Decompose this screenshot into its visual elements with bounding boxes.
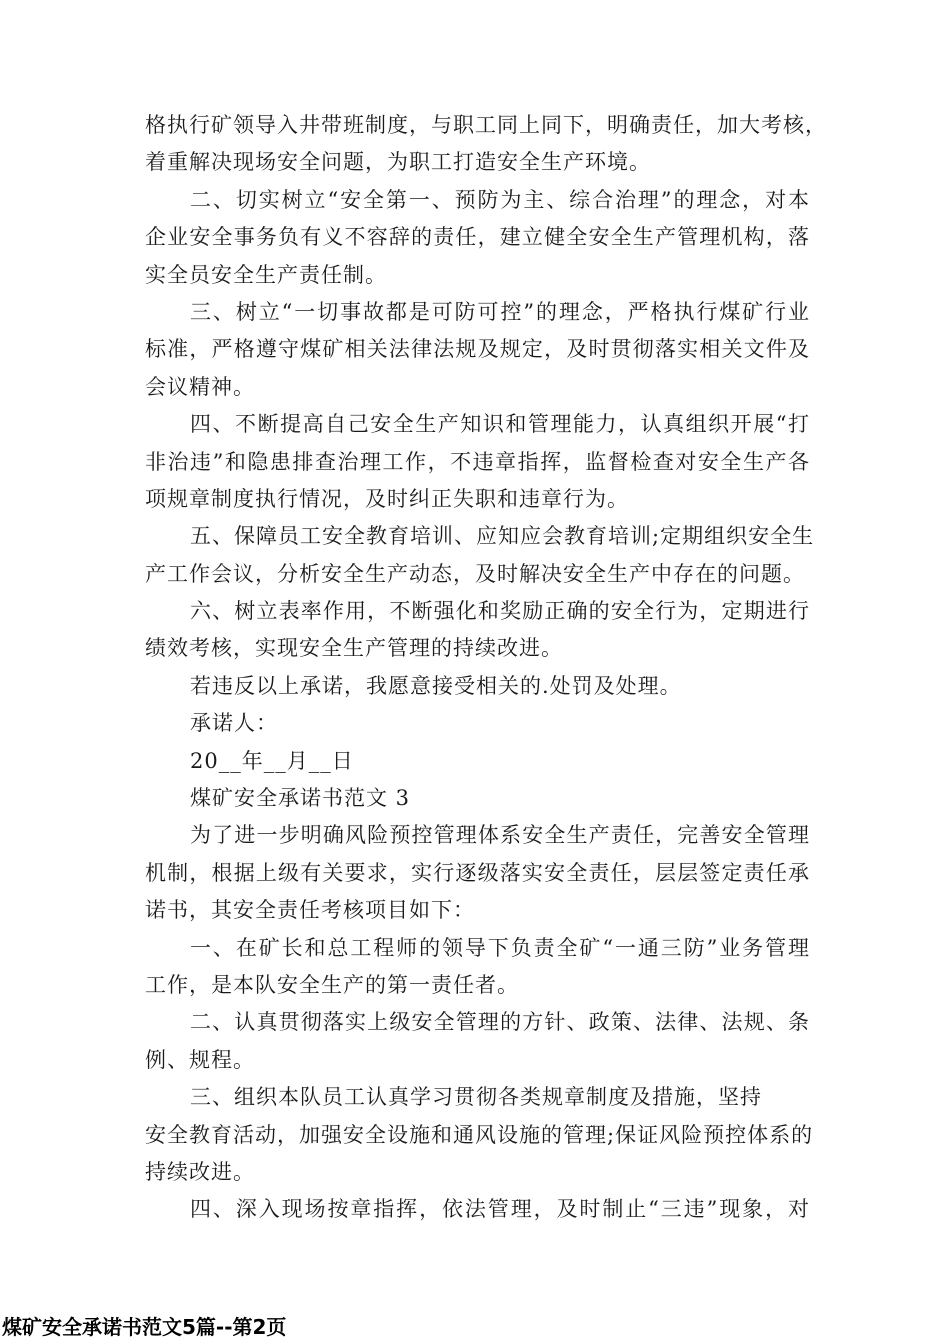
text-line: 为了进一步明确风险预控管理体系安全生产责任，完善安全管理: [190, 823, 810, 848]
text-line: 二、认真贯彻落实上级安全管理的方针、政策、法律、法规、条: [190, 1010, 810, 1035]
section-heading: 煤矿安全承诺书范文 3: [190, 786, 411, 811]
text-line: 三、组织本队员工认真学习贯彻各类规章制度及措施，坚持: [190, 1085, 762, 1110]
text-line: 诺书，其安全责任考核项目如下：: [145, 898, 475, 923]
text-line: 六、树立表率作用，不断强化和奖励正确的安全行为，定期进行: [190, 599, 810, 624]
text-line: 若违反以上承诺，我愿意接受相关的.处罚及处理。: [190, 673, 682, 698]
document-body: [145, 107, 827, 1229]
text-line: 持续改进。: [145, 1159, 255, 1184]
page-footer: 煤矿安全承诺书范文5篇--第2页: [2, 1315, 287, 1339]
date-line: 20__年__月__日: [190, 748, 354, 773]
text-line: 四、深入现场按章指挥，依法管理，及时制止“三违”现象，对: [190, 1197, 810, 1222]
text-line: 五、保障员工安全教育培训、应知应会教育培训;定期组织安全生: [190, 524, 815, 549]
text-line: 绩效考核，实现安全生产管理的持续改进。: [145, 636, 563, 661]
text-line: 标准，严格遵守煤矿相关法律法规及规定，及时贯彻落实相关文件及: [145, 337, 810, 362]
text-line: 格执行矿领导入井带班制度，与职工同上同下，明确责任，加大考核，: [145, 113, 827, 137]
signer-label: 承诺人：: [190, 711, 278, 736]
text-line: 四、不断提高自己安全生产知识和管理能力，认真组织开展“打: [190, 412, 810, 437]
text-line: 三、树立“一切事故都是可防可控”的理念，严格执行煤矿行业: [190, 299, 810, 324]
text-line: 企业安全事务负有义不容辞的责任，建立健全安全生产管理机构，落: [145, 225, 810, 250]
text-line: 非治违”和隐患排查治理工作，不违章指挥，监督检查对安全生产各: [145, 449, 810, 474]
text-line: 会议精神。: [145, 374, 255, 399]
text-line: 例、规程。: [145, 1047, 255, 1072]
text-line: 产工作会议，分析安全生产动态，及时解决安全生产中存在的问题。: [145, 561, 805, 586]
text-line: 工作，是本队安全生产的第一责任者。: [145, 972, 519, 997]
text-line: 项规章制度执行情况，及时纠正失职和违章行为。: [145, 486, 629, 511]
text-line: 二、切实树立“安全第一、预防为主、综合治理”的理念，对本: [190, 187, 810, 212]
text-line: 安全教育活动，加强安全设施和通风设施的管理;保证风险预控体系的: [145, 1122, 814, 1147]
text-line: 一、在矿长和总工程师的领导下负责全矿“一通三防”业务管理: [190, 935, 810, 960]
text-line: 机制，根据上级有关要求，实行逐级落实安全责任，层层签定责任承: [145, 860, 810, 885]
text-line: 实全员安全生产责任制。: [145, 262, 387, 287]
text-line: 着重解决现场安全问题，为职工打造安全生产环境。: [145, 150, 651, 175]
